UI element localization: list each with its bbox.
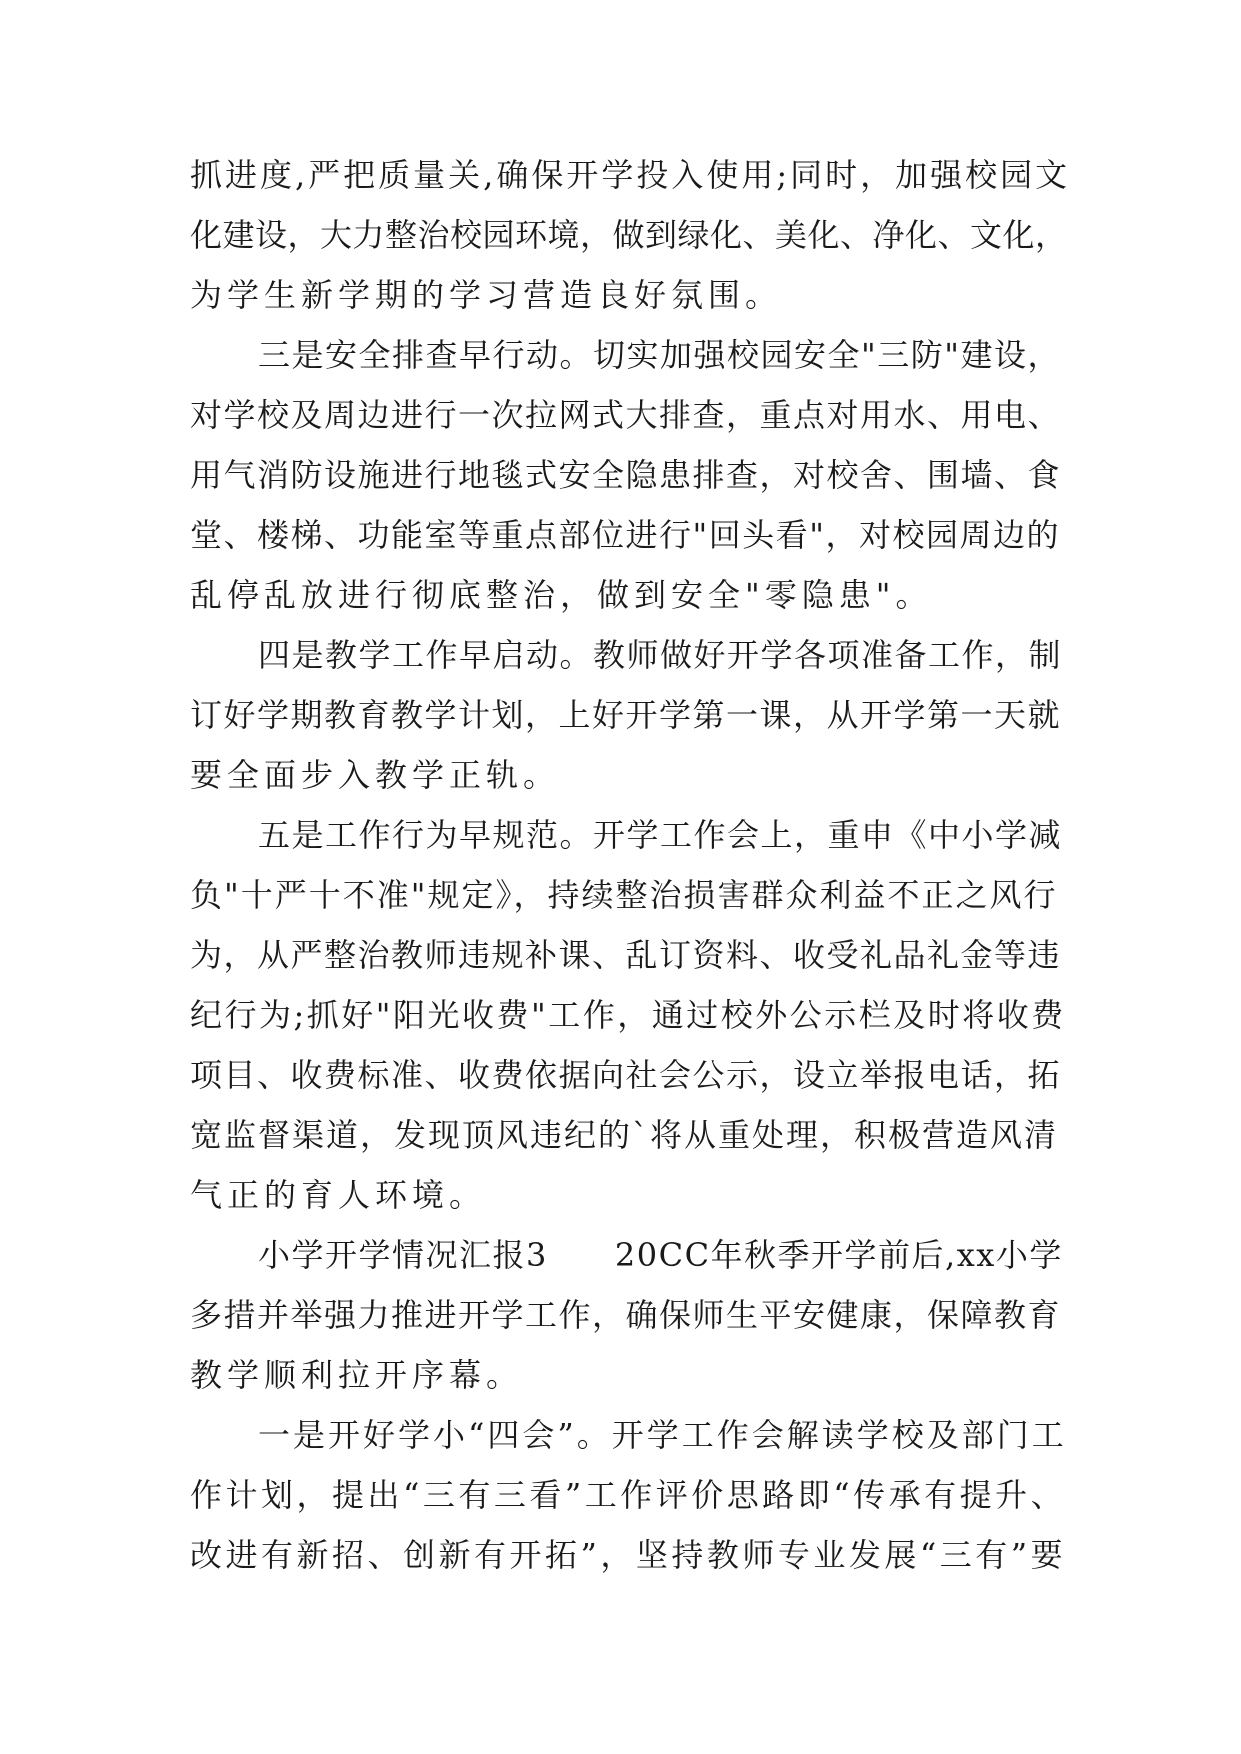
text-line: 抓进度,严把质量关,确保开学投入使用;同时，加强校园文 bbox=[190, 156, 1071, 194]
paragraph-start-line: 小学开学情况汇报3 20CC年秋季开学前后,xx小学 bbox=[258, 1236, 1063, 1274]
text-line: 用气消防设施进行地毯式安全隐患排查，对校舍、围墙、食 bbox=[190, 456, 1062, 494]
paragraph-start-line: 四是教学工作早启动。教师做好开学各项准备工作，制 bbox=[258, 636, 1063, 674]
text-line: 为，从严整治教师违规补课、乱订资料、收受礼品礼金等违 bbox=[190, 936, 1062, 974]
text-line: 教学顺利拉开序幕。 bbox=[190, 1356, 524, 1394]
text-line: 纪行为;抓好"阳光收费"工作，通过校外公示栏及时将收费 bbox=[190, 996, 1066, 1034]
text-line: 化建设，大力整治校园环境，做到绿化、美化、净化、文化， bbox=[190, 216, 1068, 254]
text-line: 堂、楼梯、功能室等重点部位进行"回头看"，对校园周边的 bbox=[190, 516, 1060, 554]
paragraph-start-line: 一是开好学小“四会”。开学工作会解读学校及部门工 bbox=[258, 1416, 1067, 1454]
text-line: 宽监督渠道，发现顶风违纪的`将从重处理，积极营造风清 bbox=[190, 1116, 1059, 1154]
text-line: 改进有新招、创新有开拓”，坚持教师专业发展“三有”要 bbox=[190, 1536, 1067, 1574]
text-line: 乱停乱放进行彻底整治，做到安全"零隐患"。 bbox=[190, 576, 933, 614]
text-line: 要全面步入教学正轨。 bbox=[190, 756, 561, 794]
text-line: 为学生新学期的学习营造良好氛围。 bbox=[190, 276, 783, 314]
text-line: 作计划，提出“三有三看”工作评价思路即“传承有提升、 bbox=[190, 1476, 1067, 1514]
text-line: 项目、收费标准、收费依据向社会公示，设立举报电话，拓 bbox=[190, 1056, 1062, 1094]
paragraph-start-line: 五是工作行为早规范。开学工作会上，重申《中小学减 bbox=[258, 816, 1063, 854]
text-line: 负"十严十不准"规定》，持续整治损害群众利益不正之风行 bbox=[190, 876, 1058, 914]
text-line: 多措并举强力推进开学工作，确保师生平安健康，保障教育 bbox=[190, 1296, 1062, 1334]
paragraph-start-line: 三是安全排查早行动。切实加强校园安全"三防"建设， bbox=[258, 336, 1061, 374]
text-line: 订好学期教育教学计划，上好开学第一课，从开学第一天就 bbox=[190, 696, 1062, 734]
text-line: 对学校及周边进行一次拉网式大排查，重点对用水、用电、 bbox=[190, 396, 1062, 434]
text-line: 气正的育人环境。 bbox=[190, 1176, 487, 1214]
